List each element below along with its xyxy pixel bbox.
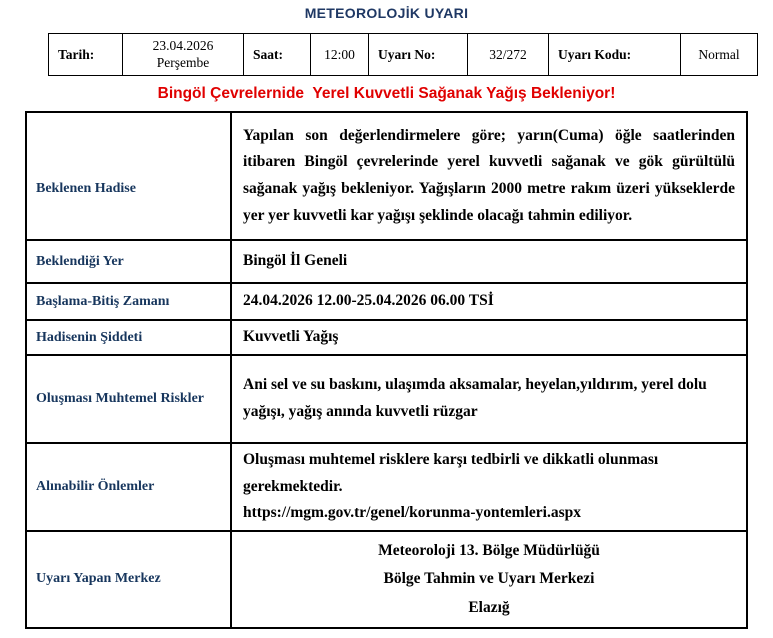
protection-methods-link[interactable]: https://mgm.gov.tr/genel/korunma-yontemleri.aspx [243, 504, 581, 522]
date-label: Tarih: [49, 34, 123, 76]
row-precautions [26, 443, 747, 531]
start-end-time-label: Başlama-Bitiş Zamanı [26, 283, 231, 320]
row-start-end-time [26, 283, 747, 320]
header-info-table [48, 33, 758, 76]
expected-location-label: Beklendiği Yer [26, 240, 231, 283]
issuing-center-line3: Elazığ [468, 598, 510, 616]
start-end-time-value: 24.04.2026 12.00-25.04.2026 06.00 TSİ [231, 283, 747, 320]
event-severity-value: Kuvvetli Yağış [231, 320, 747, 355]
header-info-row [49, 34, 758, 76]
warning-details-table [25, 111, 748, 629]
warning-code-label: Uyarı Kodu: [549, 34, 681, 76]
expected-location-value: Bingöl İl Geneli [231, 240, 747, 283]
issuing-center-label: Uyarı Yapan Merkez [26, 531, 231, 628]
row-expected-event [26, 112, 747, 240]
time-label: Saat: [244, 34, 311, 76]
issuing-center-value [231, 531, 747, 628]
time-value: 12:00 [311, 34, 369, 76]
precautions-label: Alınabilir Önlemler [26, 443, 231, 531]
date-value-day: Perşembe [156, 54, 210, 70]
expected-event-label: Beklenen Hadise [26, 112, 231, 240]
row-possible-risks [26, 355, 747, 443]
date-value [123, 34, 244, 76]
event-severity-label: Hadisenin Şiddeti [26, 320, 231, 355]
possible-risks-value: Ani sel ve su baskını, ulaşımda aksamalar, heyelan,yıldırım, yerel dolu yağışı, yağış anında kuvvetli rüzgar [231, 355, 747, 443]
precautions-value [231, 443, 747, 531]
row-issuing-center [26, 531, 747, 628]
row-event-severity [26, 320, 747, 355]
issuing-center-line1: Meteoroloji 13. Bölge Müdürlüğü [378, 542, 600, 560]
expected-event-value: Yapılan son değerlendirmelere göre; yarın(Cuma) öğle saatlerinden itibaren Bingöl çevrelerinde yerel kuvvetli sağanak ve gök gürültülü sağanak yağış bekleniyor. Yağışların 2000 metre rakım üzeri yükseklerde yer yer kuvvetli kar yağışı şeklinde olacağı tahmin ediliyor. [231, 112, 747, 240]
precautions-text: Oluşması muhtemel risklere karşı tedbirli ve dikkatli olunması gerekmektedir. [243, 451, 659, 495]
possible-risks-label: Oluşması Muhtemel Riskler [26, 355, 231, 443]
warning-number-label: Uyarı No: [369, 34, 468, 76]
date-value-date: 23.04.2026 [152, 38, 214, 54]
warning-code-value: Normal [681, 34, 758, 76]
warning-headline: Bingöl Çevrelernide Yerel Kuvvetli Sağanak Yağış Bekleniyor! [157, 85, 616, 102]
warning-number-value: 32/272 [468, 34, 549, 76]
issuing-center-line2: Bölge Tahmin ve Uyarı Merkezi [383, 570, 595, 588]
page-title: METEOROLOJİK UYARI [304, 5, 469, 21]
row-expected-location [26, 240, 747, 283]
